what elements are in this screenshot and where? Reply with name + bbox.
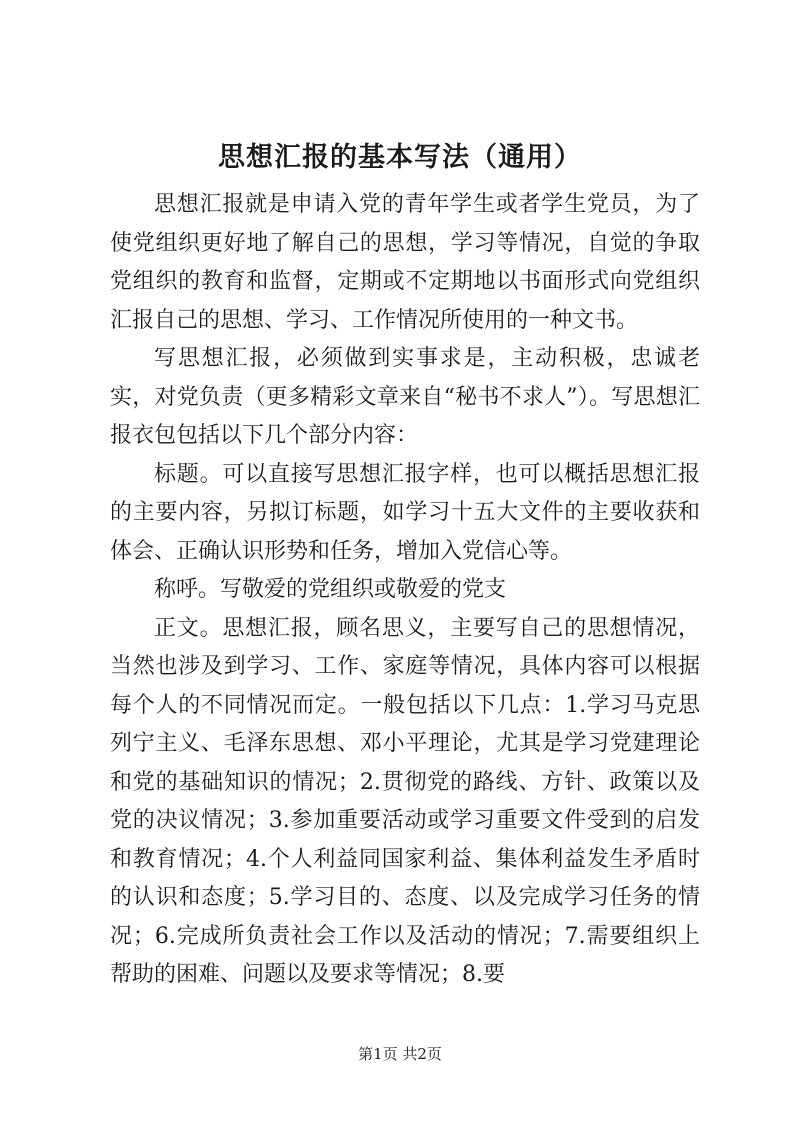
document-title: 思想汇报的基本写法（通用）	[218, 142, 582, 173]
page-number-footer: 第1页 共2页	[358, 1045, 442, 1063]
paragraph-title-section: 标题。可以直接写思想汇报字样，也可以概括思想汇报的主要内容，另拟订标题，如学习十五大文件的主要收获和体会、正确认识形势和任务，增加入党信心等。	[110, 461, 700, 564]
paragraph-intro: 思想汇报就是申请入党的青年学生或者学生党员，为了使党组织更好地了解自己的思想，学习等情况，自觉的争取党组织的教育和监督，定期或不定期地以书面形式向党组织汇报自己的思想、学习、工作情况所使用的一种文书。	[110, 192, 700, 333]
paragraph-salutation: 称呼。写敬爱的党组织或敬爱的党支	[154, 577, 507, 602]
document-body	[110, 186, 700, 995]
paragraph-requirements: 写思想汇报，必须做到实事求是，主动积极，忠诚老实，对党负责（更多精彩文章来自“秘书不求人”）。写思想汇报衣包包括以下几个部分内容：	[110, 346, 700, 448]
paragraph-body-section: 正文。思想汇报，顾名思义，主要写自己的思想情况，当然也涉及到学习、工作、家庭等情况，具体内容可以根据每个人的不同情况而定。一般包括以下几点：1.学习马克思列宁主义、毛泽东思想、邓小平理论，尤其是学习党建理论和党的基础知识的情况；2.贯彻党的路线、方针、政策以及党的决议情况；3.参加重要活动或学习重要文件受到的启发和教育情况；4.个人利益同国家利益、集体利益发生矛盾时的认识和态度；5.学习目的、态度、以及完成学习任务的情况；6.完成所负责社会工作以及活动的情况；7.需要组织上帮助的困难、问题以及要求等情况；8.要	[110, 615, 700, 987]
